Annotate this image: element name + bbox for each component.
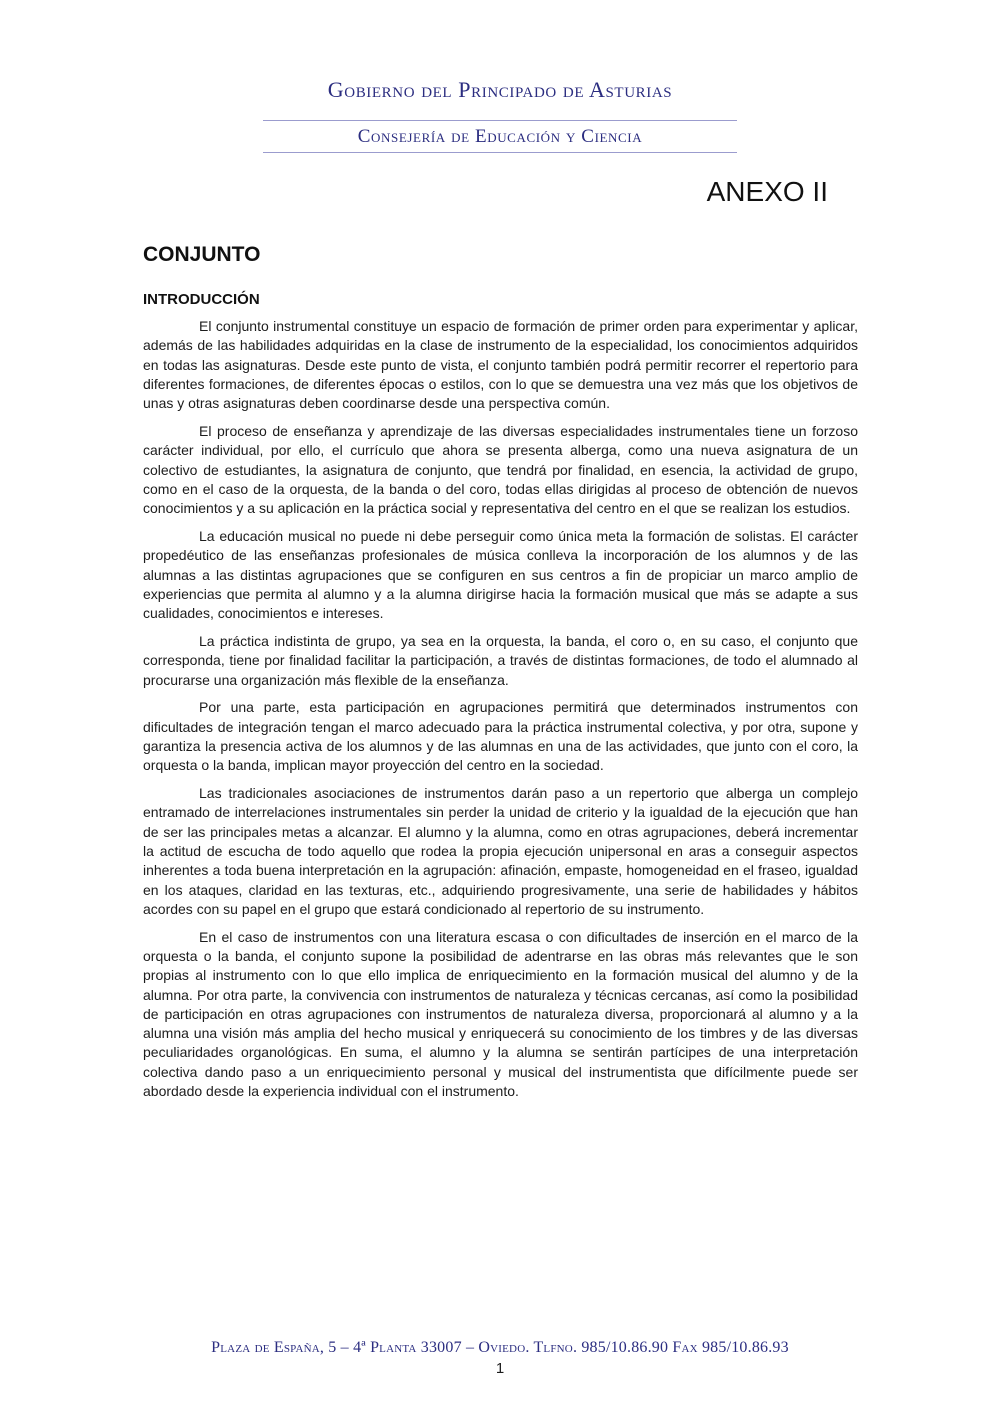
paragraph-6: Las tradicionales asociaciones de instrumentos darán paso a un repertorio que alberga un complejo entramado de interrelaciones instrumentales sin perder la unidad de criterio y la igualdad de la ejecución que han de ser las principales metas a alcanzar. El alumno y la alumna, como en otras agrupaciones, deberá incrementar la actitud de escucha de todo aquello que rodea la propia ejecución unipersonal en aras a conseguir aspectos inherentes a toda buena interpretación en la agrupación: afinación, empaste, homogeneidad en el fraseo, igualdad en los ataques, claridad en las texturas, etc., adquiriendo progresivamente, una serie de habilidades y hábitos acordes con su papel en el grupo que estará condicionado al repertorio de su instrumento. [143,785,858,917]
document-title: CONJUNTO [143,243,261,266]
department-name: Consejería de Educación y Ciencia [357,126,643,147]
footer-address: Plaza de España, 5 – 4ª Planta 33007 – Oviedo. Tlfno. 985/10.86.90 Fax 985/10.86.93 [211,1339,789,1356]
document-body [143,178,858,1110]
page-number: 1 [495,1360,505,1377]
paragraph-3: La educación musical no puede ni debe perseguir como única meta la formación de solistas. El carácter propedéutico de las enseñanzas profesionales de música conlleva la incorporación de los alumnos y de las alumnas a las distintas agrupaciones que se configuren en sus centros a fin de propiciar un marco amplio de experiencias que permita al alumno y a la alumna dirigirse hacia la formación musical que más se adapte a sus cualidades, conocimientos e intereses. [143,527,858,622]
letterhead [263,77,737,153]
paragraph-1: El conjunto instrumental constituye un espacio de formación de primer orden para experimentar y aplicar, además de las habilidades adquiridas en la clase de instrumento de la especialidad, los conocimientos adquiridos en todas las asignaturas. Desde este punto de vista, el conjunto también podrá permitir recorrer el repertorio para diferentes formaciones, de diferentes épocas o estilos, con lo que se demuestra una vez más que los objetivos de unas y otras asignaturas deben coordinarse desde una perspectiva común. [143,318,858,412]
paragraph-2: El proceso de enseñanza y aprendizaje de las diversas especialidades instrumentales tiene un forzoso carácter individual, por ello, el currículo que ahora se presenta alberga, como una nueva asignatura de un colectivo de estudiantes, la asignatura de conjunto, que tendrá por finalidad, en esencia, la actividad de grupo, como en el caso de la orquesta, de la banda o del coro, todas ellas dirigidas al proceso de obtención de nuevos conocimientos y a su aplicación en la práctica social y representativa del centro en el que se realizan los estudios. [143,422,858,517]
paragraph-5: Por una parte, esta participación en agrupaciones permitirá que determinados instrumentos con dificultades de integración tengan el marco adecuado para la práctica instrumental colectiva, y por otra, supone y garantiza la presencia activa de los alumnos y de las alumnas en una de las actividades, que junto con el coro, la orquesta o la banda, implican mayor proyección del centro en la sociedad. [143,699,858,774]
annex-title: ANEXO II [706,176,828,207]
letterhead-divider-bottom [263,152,737,153]
section-heading-introduccion: INTRODUCCIÓN [143,291,260,308]
paragraph-4: La práctica indistinta de grupo, ya sea en la orquesta, la banda, el coro o, en su caso, el conjunto que corresponda, tiene por finalidad facilitar la participación, a través de distintas formaciones, de todo el alumnado al procurarse una organización más flexible de la enseñanza. [143,632,858,688]
government-name: Gobierno del Principado de Asturias [327,77,673,102]
paragraph-7: En el caso de instrumentos con una literatura escasa o con dificultades de inserción en el marco de la orquesta o la banda, el conjunto supone la posibilidad de adentrarse en las obras más relevantes que le son propias al instrumento con lo que ello implica de enriquecimiento en la formación musical del alumno y de la alumna. Por otra parte, la convivencia con instrumentos de naturaleza y técnicas cercanas, así como la posibilidad de participación en otras agrupaciones con instrumentos de naturaleza diversa, proporcionará al alumno y a la alumna una visión más amplia del hecho musical y enriquecerá su conocimiento de los timbres y de las diversas peculiaridades organológicas. En suma, el alumno y la alumna se sentirán partícipes de una interpretación colectiva dando paso a un enriquecimiento personal y musical del instrumentista que difícilmente puede ser abordado desde la experiencia individual con el instrumento. [143,928,858,1099]
